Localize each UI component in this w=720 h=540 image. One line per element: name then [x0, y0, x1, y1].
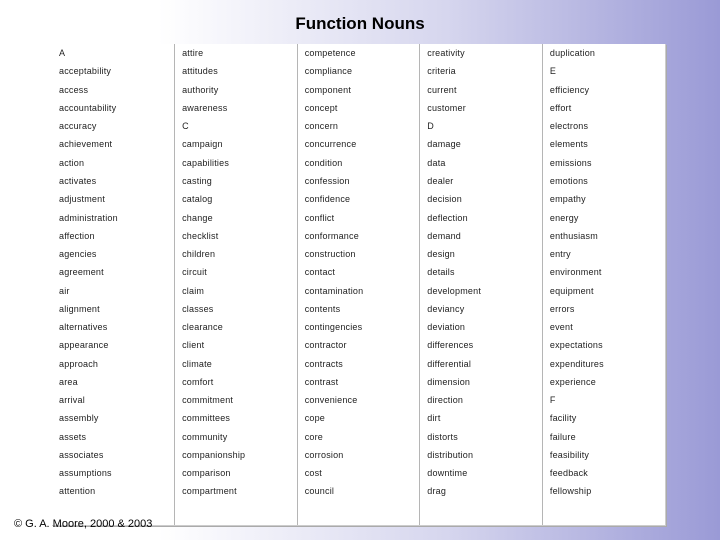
table-cell: cope — [297, 409, 420, 427]
table-cell: campaign — [175, 135, 298, 153]
table-cell: component — [297, 81, 420, 99]
table-cell: affection — [52, 227, 175, 245]
table-cell: efficiency — [549, 84, 590, 95]
table-cell: clearance — [175, 318, 298, 336]
table-cell: awareness — [175, 99, 298, 117]
table-cell: event — [549, 322, 573, 333]
table-cell: dimension — [420, 373, 543, 391]
table-cell: checklist — [175, 227, 298, 245]
table-cell: activates — [52, 172, 175, 190]
table-cell: C — [175, 117, 298, 135]
table-cell: demand — [420, 227, 543, 245]
table-cell: adjustment — [52, 190, 175, 208]
table-cell: condition — [297, 154, 420, 172]
table-cell: contact — [297, 263, 420, 281]
table-row — [52, 81, 665, 99]
table-cell: E — [549, 66, 557, 77]
table-cell: achievement — [52, 135, 175, 153]
table-cell: access — [52, 81, 175, 99]
table-cell: D — [420, 117, 543, 135]
table-cell: assumptions — [52, 464, 175, 482]
table-row — [52, 391, 665, 409]
table-row — [52, 336, 665, 354]
table-cell: conformance — [297, 227, 420, 245]
table-cell: corrosion — [297, 446, 420, 464]
table-cell: F — [549, 395, 556, 406]
table-cell: data — [420, 154, 543, 172]
table-cell: catalog — [175, 190, 298, 208]
table-row — [52, 373, 665, 391]
table-cell: claim — [175, 281, 298, 299]
table-cell: enthusiasm — [549, 230, 598, 241]
table-cell: details — [420, 263, 543, 281]
table-cell: accountability — [52, 99, 175, 117]
table-cell: administration — [52, 208, 175, 226]
nouns-table-body — [52, 44, 665, 525]
table-cell: classes — [175, 300, 298, 318]
table-cell: approach — [52, 355, 175, 373]
table-cell: assets — [52, 428, 175, 446]
table-cell: errors — [549, 303, 575, 314]
table-row — [52, 446, 665, 464]
table-cell: alignment — [52, 300, 175, 318]
table-cell: comfort — [175, 373, 298, 391]
table-cell: arrival — [52, 391, 175, 409]
table-cell: expectations — [549, 340, 603, 351]
table-cell: empathy — [549, 194, 586, 205]
table-cell: downtime — [420, 464, 543, 482]
table-cell: associates — [52, 446, 175, 464]
table-cell: fellowship — [549, 486, 592, 497]
table-row — [52, 464, 665, 482]
copyright-footer: © G. A. Moore, 2000 & 2003 — [14, 518, 153, 530]
table-cell: circuit — [175, 263, 298, 281]
table-cell: current — [420, 81, 543, 99]
table-cell: cost — [297, 464, 420, 482]
table-cell: drag — [420, 482, 543, 525]
table-row — [52, 135, 665, 153]
table-cell: facility — [549, 413, 577, 424]
table-cell: council — [297, 482, 420, 525]
table-cell: duplication — [549, 48, 596, 59]
table-cell: decision — [420, 190, 543, 208]
table-row — [52, 62, 665, 80]
table-cell: experience — [549, 376, 596, 387]
table-cell: conflict — [297, 208, 420, 226]
table-cell: comparison — [175, 464, 298, 482]
table-cell: damage — [420, 135, 543, 153]
table-cell: expenditures — [549, 358, 604, 369]
page-title: Function Nouns — [295, 14, 425, 33]
table-cell: community — [175, 428, 298, 446]
table-cell: contamination — [297, 281, 420, 299]
table-cell: design — [420, 245, 543, 263]
table-cell: electrons — [549, 121, 589, 132]
table-cell: entry — [549, 249, 571, 260]
table-cell: action — [52, 154, 175, 172]
table-cell: appearance — [52, 336, 175, 354]
table-cell: compartment — [175, 482, 298, 525]
table-cell: concern — [297, 117, 420, 135]
table-cell: effort — [549, 102, 572, 113]
table-cell: customer — [420, 99, 543, 117]
table-row — [52, 355, 665, 373]
table-row — [52, 190, 665, 208]
table-cell: environment — [549, 267, 602, 278]
table-cell: acceptability — [52, 62, 175, 80]
table-cell: deviation — [420, 318, 543, 336]
table-cell: contingencies — [297, 318, 420, 336]
table-cell: construction — [297, 245, 420, 263]
table-cell: area — [52, 373, 175, 391]
table-row — [52, 227, 665, 245]
table-cell: companionship — [175, 446, 298, 464]
table-cell: confession — [297, 172, 420, 190]
table-cell: competence — [297, 44, 420, 62]
table-cell: concurrence — [297, 135, 420, 153]
table-cell: capabilities — [175, 154, 298, 172]
table-row — [52, 208, 665, 226]
table-cell: client — [175, 336, 298, 354]
table-cell: air — [52, 281, 175, 299]
table-cell: emissions — [549, 157, 592, 168]
table-cell: creativity — [420, 44, 543, 62]
table-cell: compliance — [297, 62, 420, 80]
table-cell: authority — [175, 81, 298, 99]
table-cell: deviancy — [420, 300, 543, 318]
table-row — [52, 409, 665, 427]
table-cell: alternatives — [52, 318, 175, 336]
table-row — [52, 318, 665, 336]
table-cell: concept — [297, 99, 420, 117]
table-row — [52, 281, 665, 299]
table-cell: accuracy — [52, 117, 175, 135]
table-cell: feedback — [549, 468, 589, 479]
table-cell: distribution — [420, 446, 543, 464]
table-cell: dealer — [420, 172, 543, 190]
table-cell: change — [175, 208, 298, 226]
table-cell: convenience — [297, 391, 420, 409]
table-cell: commitment — [175, 391, 298, 409]
table-cell: feasibility — [549, 449, 590, 460]
table-row — [52, 172, 665, 190]
table-row — [52, 245, 665, 263]
table-cell: agreement — [52, 263, 175, 281]
nouns-table-container — [52, 44, 666, 526]
table-cell: energy — [549, 212, 579, 223]
table-cell: deflection — [420, 208, 543, 226]
table-cell: agencies — [52, 245, 175, 263]
table-cell: core — [297, 428, 420, 446]
table-cell: attention — [52, 482, 175, 525]
table-cell: climate — [175, 355, 298, 373]
table-cell: criteria — [420, 62, 543, 80]
table-row — [52, 117, 665, 135]
table-row — [52, 44, 665, 62]
table-cell: equipment — [549, 285, 594, 296]
table-cell: contrast — [297, 373, 420, 391]
table-cell: A — [52, 44, 175, 62]
table-cell: attire — [175, 44, 298, 62]
table-cell: failure — [549, 431, 576, 442]
table-cell: committees — [175, 409, 298, 427]
table-cell: assembly — [52, 409, 175, 427]
table-cell: development — [420, 281, 543, 299]
table-cell: confidence — [297, 190, 420, 208]
table-cell: casting — [175, 172, 298, 190]
table-cell: distorts — [420, 428, 543, 446]
table-cell: attitudes — [175, 62, 298, 80]
table-cell: contracts — [297, 355, 420, 373]
table-cell: dirt — [420, 409, 543, 427]
table-row — [52, 300, 665, 318]
nouns-table — [52, 44, 665, 525]
table-cell: contents — [297, 300, 420, 318]
table-cell: contractor — [297, 336, 420, 354]
table-cell: direction — [420, 391, 543, 409]
table-cell: children — [175, 245, 298, 263]
table-row — [52, 263, 665, 281]
table-row — [52, 428, 665, 446]
table-row — [52, 154, 665, 172]
table-cell: differences — [420, 336, 543, 354]
table-cell: elements — [549, 139, 588, 150]
table-cell: emotions — [549, 175, 588, 186]
table-row — [52, 99, 665, 117]
table-cell: differential — [420, 355, 543, 373]
